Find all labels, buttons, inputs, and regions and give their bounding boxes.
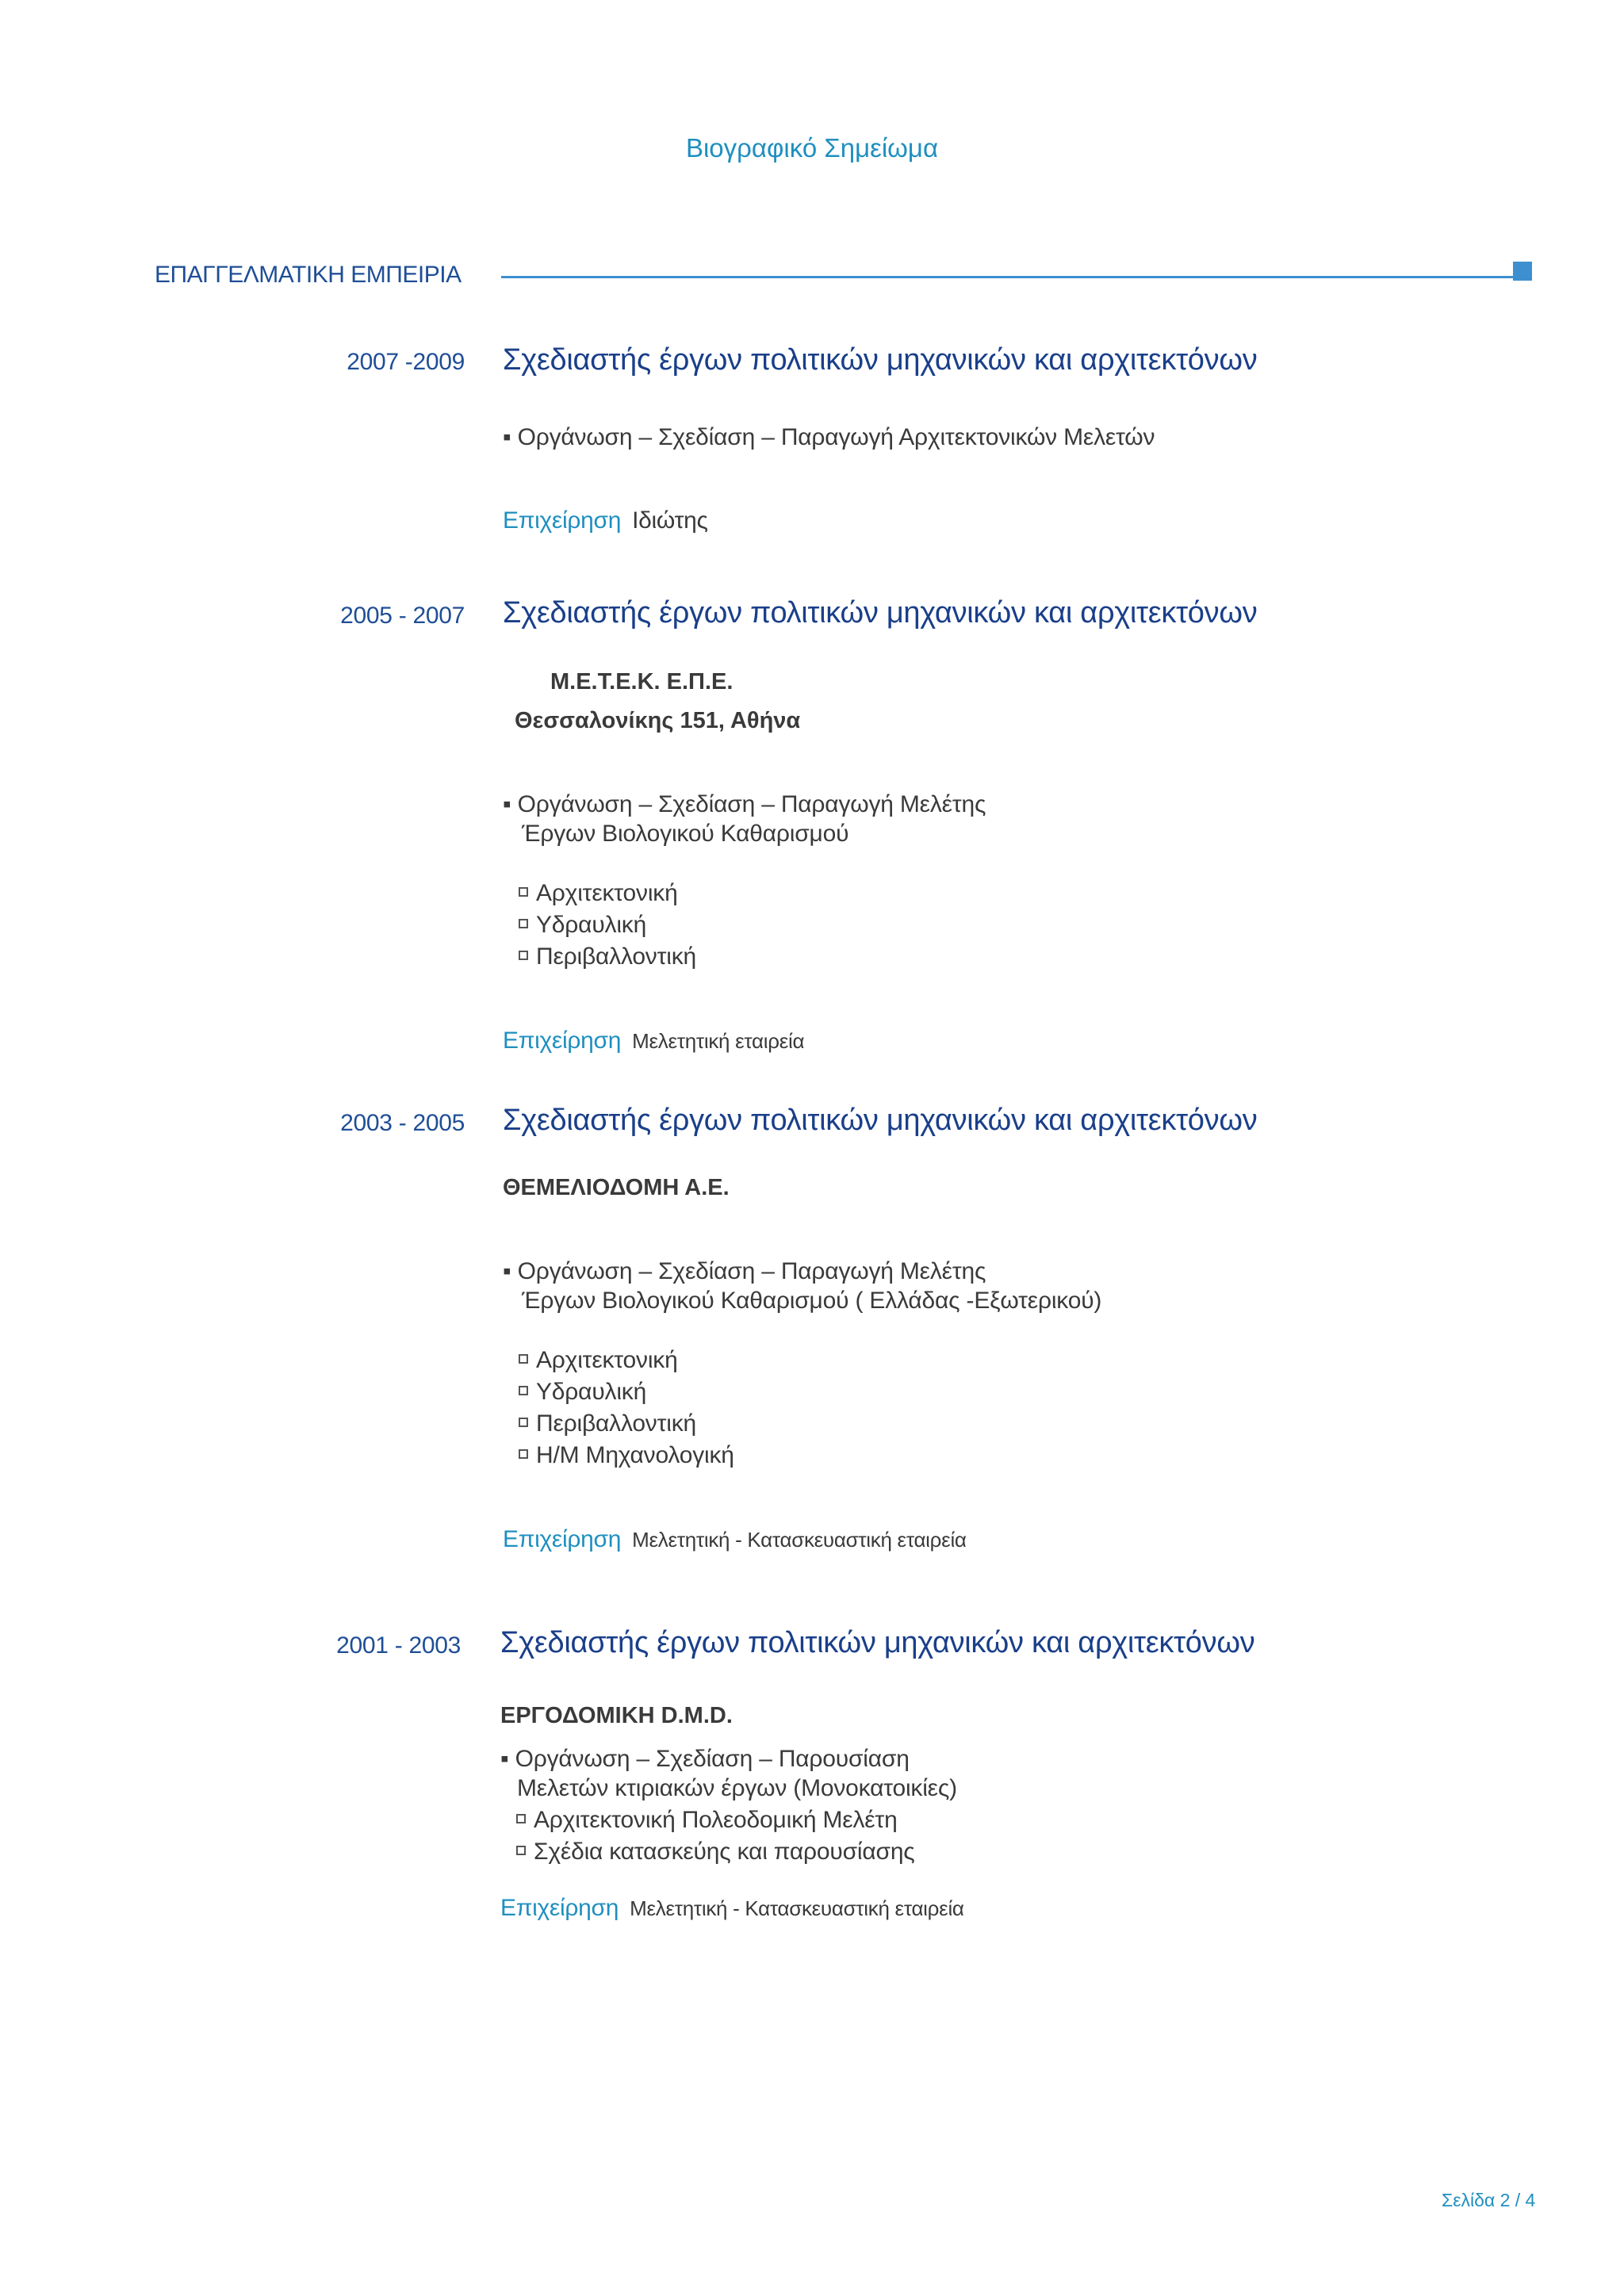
employer-label: Επιχείρηση: [503, 1027, 622, 1054]
section-divider: [501, 276, 1515, 278]
square-bullet-icon: [519, 1354, 528, 1364]
square-bullet-icon: [519, 1449, 528, 1459]
job-title: Σχεδιαστής έργων πολιτικών μηχανικών και αρχιτεκτόνων: [503, 596, 1258, 629]
sub-item: Περιβαλλοντική: [519, 1410, 696, 1437]
job-bullet: ▪ Οργάνωση – Σχεδίαση – Παραγωγή Μελέτης: [503, 1258, 986, 1284]
job-dates: 2001 - 2003: [336, 1632, 461, 1659]
employer-line: [503, 1027, 804, 1054]
square-bullet-icon: [516, 1846, 526, 1855]
job-title: Σχεδιαστής έργων πολιτικών μηχανικών και αρχιτεκτόνων: [503, 343, 1258, 377]
job-title: Σχεδιαστής έργων πολιτικών μηχανικών και αρχιτεκτόνων: [503, 1104, 1258, 1137]
square-bullet-icon: [519, 951, 528, 960]
section-heading: ΕΠΑΓΓΕΛΜΑΤΙΚΗ ΕΜΠΕΙΡΙΑ: [155, 262, 462, 288]
employer-value: Ιδιώτης: [632, 507, 708, 534]
square-bullet-icon: [519, 1418, 528, 1427]
job-bullet: ▪ Οργάνωση – Σχεδίαση – Παραγωγή Αρχιτεκτονικών Μελετών: [503, 424, 1155, 450]
employer-label: Επιχείρηση: [503, 507, 622, 534]
sub-item: Αρχιτεκτονική: [519, 1347, 678, 1374]
sub-item: Υδραυλική: [519, 1379, 646, 1406]
company-address: Θεσσαλονίκης 151, Αθήνα: [515, 708, 801, 733]
employer-label: Επιχείρηση: [500, 1895, 619, 1921]
job-title: Σχεδιαστής έργων πολιτικών μηχανικών και αρχιτεκτόνων: [500, 1626, 1255, 1659]
job-dates: 2007 -2009: [347, 349, 465, 375]
job-bullet-continuation: Μελετών κτιριακών έργων (Μονοκατοικίες): [517, 1775, 957, 1801]
square-bullet-icon: [519, 887, 528, 897]
employer-value: Μελετητική - Κατασκευαστική εταιρεία: [632, 1528, 967, 1552]
sub-item: Αρχιτεκτονική: [519, 880, 678, 907]
sub-item: Περιβαλλοντική: [519, 943, 696, 970]
company-name: ΕΡΓΟΔΟΜΙΚΗ D.M.D.: [500, 1703, 733, 1728]
page-number: Σελίδα 2 / 4: [1442, 2190, 1536, 2210]
section-marker-square: [1513, 262, 1532, 281]
employer-value: Μελετητική - Κατασκευαστική εταιρεία: [630, 1896, 964, 1920]
job-bullet-continuation: Έργων Βιολογικού Καθαρισμού: [522, 821, 849, 847]
job-dates: 2005 - 2007: [340, 603, 465, 629]
sub-item: Αρχιτεκτονική Πολεοδομική Μελέτη: [516, 1807, 898, 1834]
job-bullet-continuation: Έργων Βιολογικού Καθαρισμού ( Ελλάδας -Εξωτερικού): [522, 1288, 1102, 1314]
employer-label: Επιχείρηση: [503, 1526, 622, 1552]
sub-item: Υδραυλική: [519, 912, 646, 939]
job-dates: 2003 - 2005: [340, 1110, 465, 1136]
company-name: Μ.Ε.Τ.Ε.Κ. Ε.Π.Ε.: [550, 669, 733, 695]
job-bullet: ▪ Οργάνωση – Σχεδίαση – Παραγωγή Μελέτης: [503, 791, 986, 817]
employer-line: [503, 507, 708, 534]
job-bullet: ▪ Οργάνωση – Σχεδίαση – Παρουσίαση: [500, 1746, 910, 1772]
employer-line: [500, 1895, 964, 1922]
square-bullet-icon: [519, 1386, 528, 1395]
sub-item: Η/Μ Μηχανολογική: [519, 1442, 734, 1469]
square-bullet-icon: [516, 1814, 526, 1823]
employer-line: [503, 1526, 967, 1553]
square-bullet-icon: [519, 919, 528, 928]
sub-item: Σχέδια κατασκεύης και παρουσίασης: [516, 1839, 915, 1866]
employer-value: Μελετητική εταιρεία: [632, 1029, 805, 1053]
document-title: Βιογραφικό Σημείωμα: [685, 133, 939, 163]
company-name: ΘΕΜΕΛΙΟΔΟΜΗ Α.Ε.: [503, 1175, 730, 1200]
